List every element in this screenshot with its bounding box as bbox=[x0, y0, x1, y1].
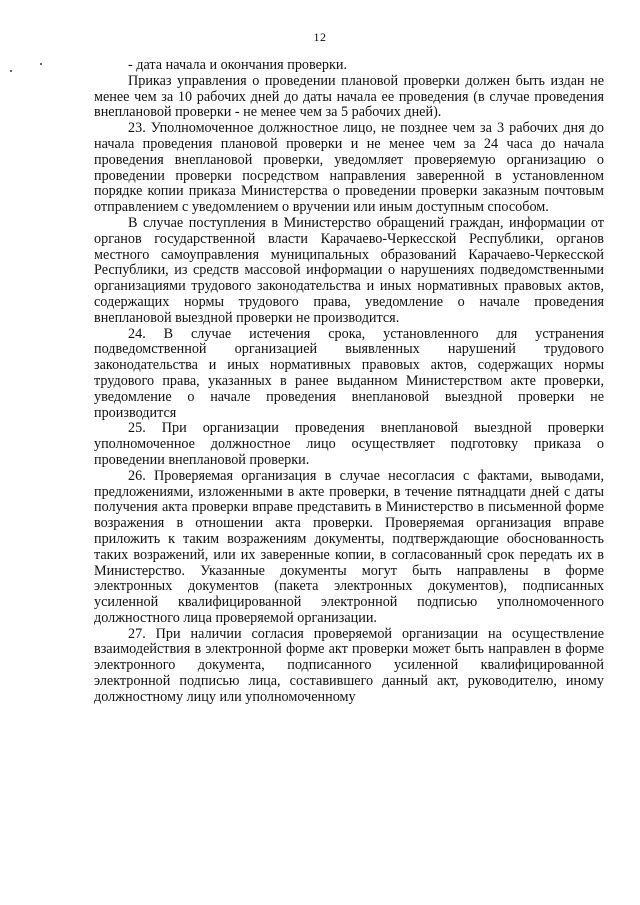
scan-speck bbox=[40, 63, 42, 65]
paragraph: - дата начала и окончания проверки. bbox=[128, 57, 348, 73]
paragraph: Приказ управления о проведении плановой проверки должен быть издан не менее чем за 10 рабочих дней до даты начала ее проведения (в случае проведения внеплановой проверки - не менее чем за 5 рабочих дней). bbox=[94, 72, 604, 121]
paragraph: 24. В случае истечения срока, установленного для устранения подведомственной организацией выявленных нарушений трудового законодательства и иных нормативных правовых актов, содержащих нормы трудового права, указанных в ранее выданном Министерством акте проверки, уведомление о начале проведения внеплановой выездной проверки не производится bbox=[94, 325, 604, 421]
paragraph: 26. Проверяемая организация в случае несогласия с фактами, выводами, предложениями, изложенными в акте проверки, в течение пятнадцати дней с даты получения акта проверки вправе представить в Министерство в письменной форме возражения в отношении акта проверки. Проверяемая организация вправе приложить к таким возражениям документы, подтверждающие обоснованность таких возражений, или их заверенные копии, в согласованный срок передать их в Министерство. Указанные документы могут быть направлены в форме электронных документов (пакета электронных документов), подписанных усиленной квалифицированной электронной подписью уполномоченного должностного лица проверяемой организации. bbox=[94, 467, 604, 626]
page-number: 12 bbox=[313, 30, 327, 44]
document-body bbox=[94, 58, 604, 706]
scan-speck bbox=[10, 70, 12, 72]
paragraph: 23. Уполномоченное должностное лицо, не позднее чем за 3 рабочих дня до начала проведения плановой проверки и не менее чем за 24 часа до начала проведения внеплановой проверки, уведомляет проверяемую организацию о проведении проверки посредством направления заверенной в установленном порядке копии приказа Министерства о проведении проверки заказным почтовым отправлением с уведомлением о вручении или иным доступным способом. bbox=[94, 120, 604, 216]
paragraph: В случае поступления в Министерство обращений граждан, информации от органов государственной власти Карачаево-Черкесской Республики, органов местного самоуправления муниципальных образований Карачаево-Черкесской Республики, из средств массовой информации о нарушениях подведомственными организациями трудового законодательства и иных нормативных правовых актов, содержащих нормы трудового права, уведомление о начале проведения внеплановой выездной проверки не производится. bbox=[94, 214, 604, 326]
paragraph: 25. При организации проведения внеплановой выездной проверки уполномоченное должностное лицо осуществляет подготовку приказа о проведении внеплановой проверки. bbox=[94, 420, 604, 468]
paragraph: 27. При наличии согласия проверяемой организации на осуществление взаимодействия в электронной форме акт проверки может быть направлен в форме электронного документа, подписанного усиленной квалифицированной электронной подписью лица, составившего данный акт, руководителю, иному должностному лицу или уполномоченному bbox=[94, 625, 604, 705]
